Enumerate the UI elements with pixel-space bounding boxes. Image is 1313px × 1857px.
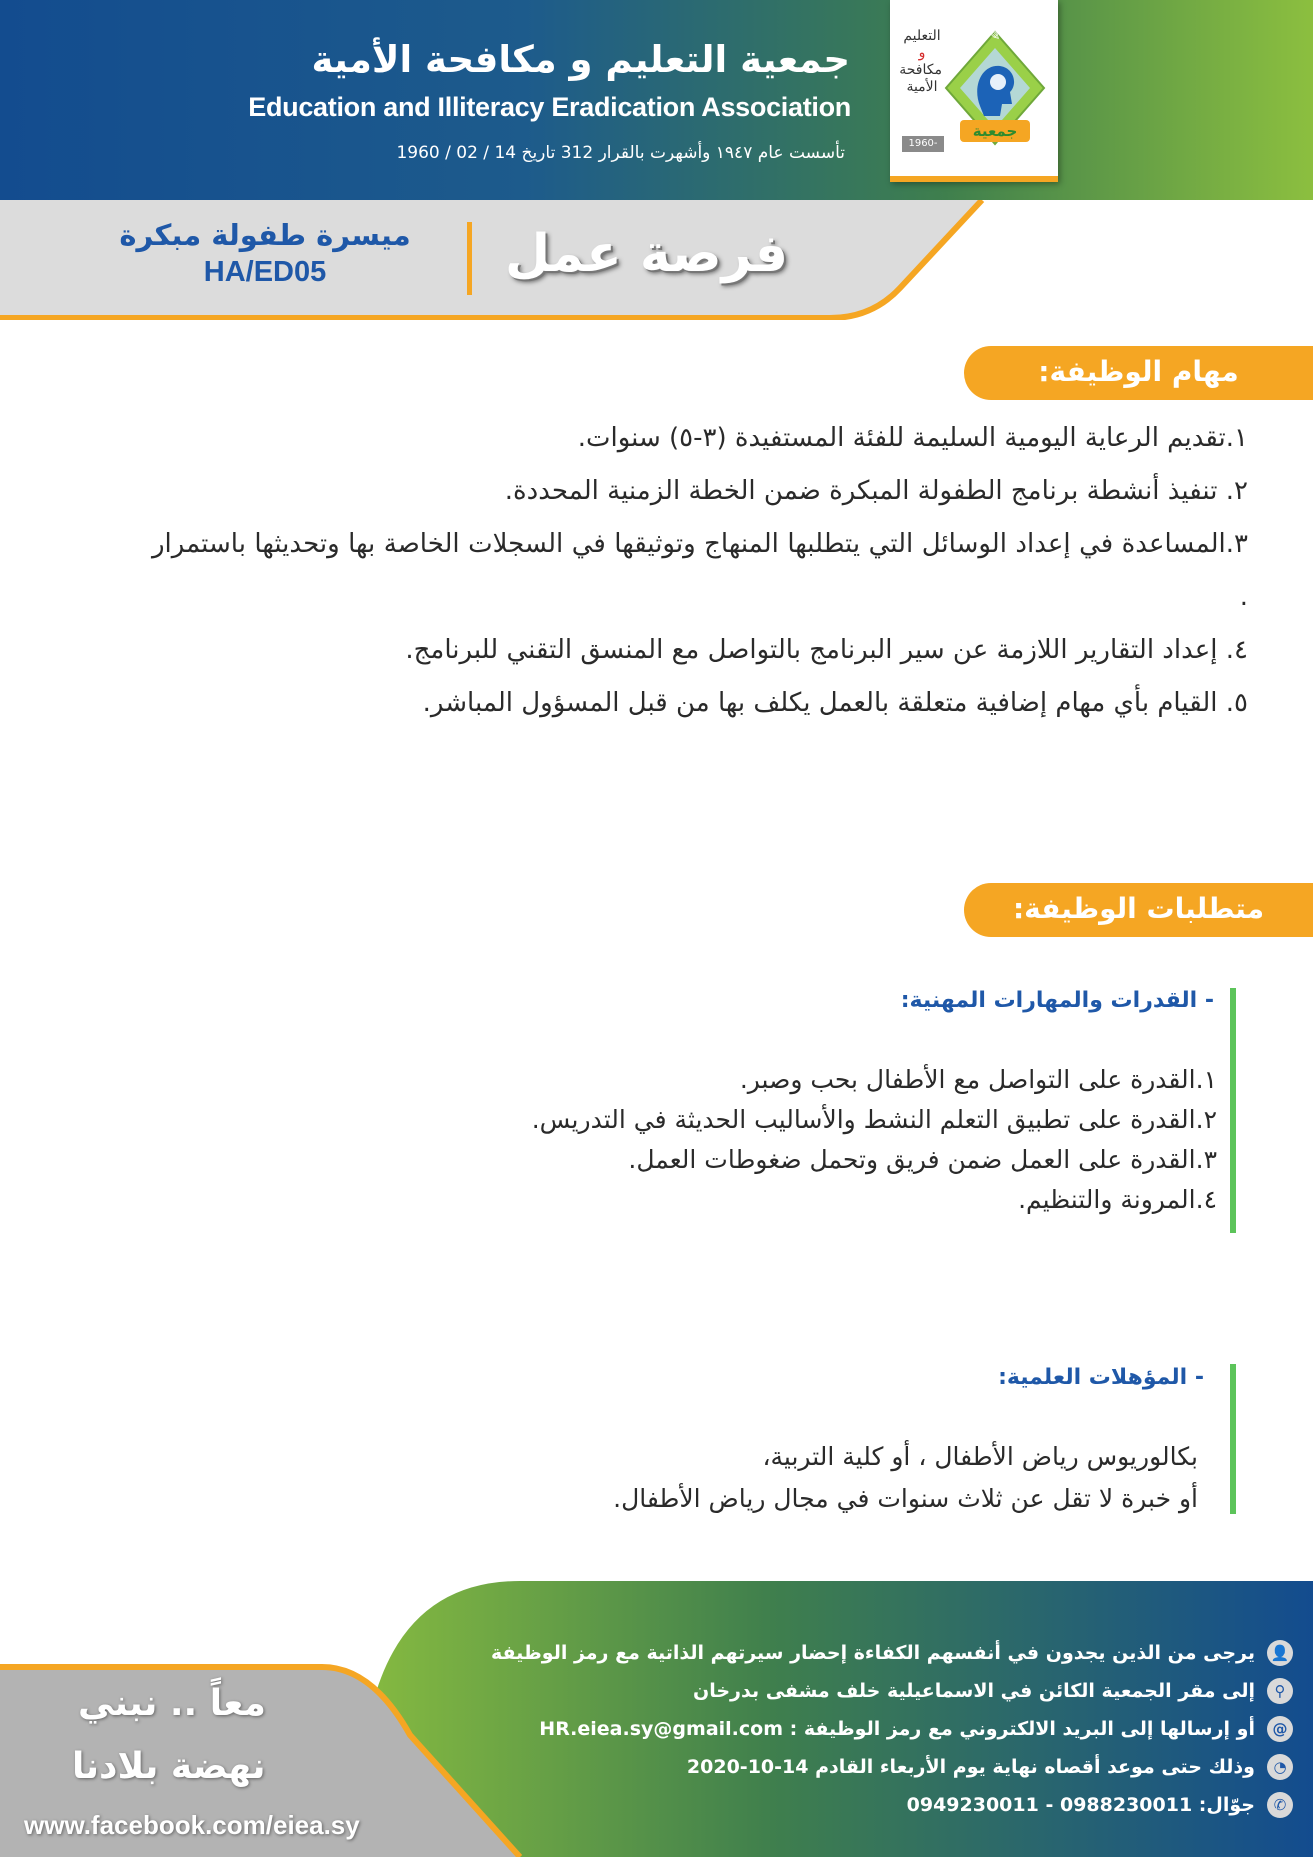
contact-row	[491, 1634, 1293, 1672]
logo-line-4: الأمية	[906, 79, 938, 95]
skills-heading: - القدرات والمهارات المهنية:	[900, 988, 1214, 1013]
task-item: ٢. تنفيذ أنشطة برنامج الطفولة المبكرة ضمن الخطة الزمنية المحددة.	[504, 476, 1248, 506]
job-code: HA/ED05	[203, 256, 327, 288]
skill-item: ٤.المرونة والتنظيم.	[1018, 1185, 1217, 1214]
title-divider	[467, 222, 472, 295]
qualification-item: أو خبرة لا تقل عن ثلاث سنوات في مجال رياض الأطفال.	[613, 1484, 1198, 1513]
contact-row	[491, 1710, 1293, 1748]
task-item: ٥. القيام بأي مهام إضافية متعلقة بالعمل يكلف بها من قبل المسؤول المباشر.	[422, 688, 1248, 718]
logo-line-3: مكافحة	[899, 62, 942, 78]
skill-item: ١.القدرة على التواصل مع الأطفال بحب وصبر.	[739, 1065, 1217, 1094]
job-title: ميسرة طفولة مبكرة	[119, 218, 411, 252]
logo-line-1: التعليم	[903, 28, 941, 44]
qualification-item: بكالوريوس رياض الأطفال ، أو كلية التربية،	[762, 1442, 1198, 1471]
header-banner	[0, 0, 1313, 200]
job-opportunity-heading: فرصة عمل	[505, 224, 789, 284]
slogan-line-1: معاً .. نبني	[78, 1683, 266, 1724]
job-title-block	[90, 218, 440, 289]
tasks-heading: مهام الوظيفة:	[964, 346, 1313, 400]
location-icon: ⚲	[1267, 1678, 1293, 1704]
logo-text	[899, 28, 942, 96]
facebook-link[interactable]: www.facebook.com/eiea.sy	[24, 1810, 360, 1840]
contact-phone[interactable]: جوّال: 0988230011 - 0949230011	[906, 1794, 1255, 1816]
svg-text:✎: ✎	[987, 26, 1001, 44]
skill-item: ٣.القدرة على العمل ضمن فريق وتحمل ضغوطات العمل.	[628, 1145, 1217, 1174]
contact-email[interactable]: أو إرسالها إلى البريد الالكتروني مع رمز الوظيفة : HR.eiea.sy@gmail.com	[539, 1718, 1255, 1740]
contact-row	[491, 1672, 1293, 1710]
contact-text: إلى مقر الجمعية الكائن في الاسماعيلية خلف مشفى بدرخان	[692, 1680, 1255, 1702]
qualifications-accent-bar	[1230, 1364, 1236, 1514]
logo-line-2: و	[918, 45, 926, 61]
task-item: ١.تقديم الرعاية اليومية السليمة للفئة المستفيدة (٣-٥) سنوات.	[577, 423, 1248, 453]
org-name-english: Education and Illiteracy Eradication Association	[248, 92, 851, 122]
task-item: ٤. إعداد التقارير اللازمة عن سير البرنامج بالتواصل مع المنسق التقني للبرنامج.	[405, 635, 1248, 665]
founded-note: تأسست عام ١٩٤٧ وأشهرت بالقرار 312 تاريخ 14 / 02 / 1960	[396, 143, 845, 163]
email-icon: @	[1267, 1716, 1293, 1742]
contact-row	[491, 1748, 1293, 1786]
contact-info	[491, 1634, 1293, 1824]
qualifications-list	[613, 1436, 1198, 1520]
contact-row	[491, 1786, 1293, 1824]
logo-badge: جمعية	[972, 122, 1018, 140]
requirements-heading: متطلبات الوظيفة:	[964, 883, 1313, 937]
phone-icon: ✆	[1267, 1792, 1293, 1818]
skill-item: ٢.القدرة على تطبيق التعلم النشط والأساليب الحديثة في التدريس.	[531, 1105, 1217, 1134]
contact-text: وذلك حتى موعد أقصاه نهاية يوم الأربعاء القادم 14-10-2020	[686, 1756, 1255, 1778]
logo-year: 1960-312	[902, 136, 944, 152]
task-item: ٣.المساعدة في إعداد الوسائل التي يتطلبها المنهاج وتوثيقها في السجلات الخاصة بها وتحديثها باستمرار .	[152, 529, 1248, 612]
skills-list	[532, 1060, 1217, 1220]
logo	[890, 0, 1058, 182]
contact-text: يرجى من الذين يجدون في أنفسهم الكفاءة إحضار سيرتهم الذاتية مع رمز الوظيفة	[490, 1642, 1255, 1664]
clock-icon: ◔	[1267, 1754, 1293, 1780]
slogan-line-2: نهضة بلادنا	[72, 1746, 266, 1787]
tasks-list	[152, 412, 1248, 730]
skills-accent-bar	[1230, 988, 1236, 1233]
user-icon: 👤	[1267, 1640, 1293, 1666]
logo-emblem-icon	[942, 26, 1048, 156]
org-name-arabic: جمعية التعليم و مكافحة الأمية	[311, 38, 850, 81]
qualifications-heading: - المؤهلات العلمية:	[998, 1365, 1204, 1390]
